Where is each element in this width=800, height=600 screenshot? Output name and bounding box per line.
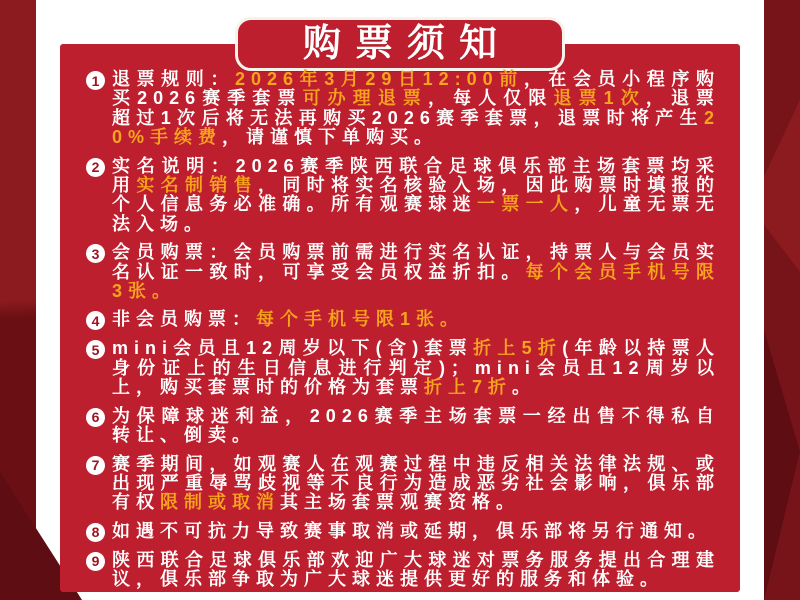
notice-number-badge: 3 <box>86 244 105 263</box>
body-text: 实名说明：2026赛季陕西联合足球俱乐部主场套票均采用 <box>112 155 720 196</box>
highlighted-text: 每个手机号限1张。 <box>256 309 465 330</box>
highlighted-text: 2026年3月29日12:00前 <box>234 69 524 89</box>
notice-text <box>112 522 720 541</box>
notice-number-badge: 1 <box>86 71 105 90</box>
right-strip-facet <box>764 330 800 600</box>
highlighted-text: 可办理退票 <box>302 88 429 109</box>
highlighted-text: 一票一人 <box>477 194 575 215</box>
body-text: 。 <box>512 377 537 398</box>
highlighted-text: 限制或取消 <box>160 492 280 513</box>
body-text: 如遇不可抗力导致赛事取消或延期，俱乐部将另行通知。 <box>112 520 712 541</box>
notice-item <box>86 455 720 513</box>
notice-number-badge: 2 <box>86 158 105 177</box>
highlighted-text: 每个会员手机号限3张。 <box>112 261 721 302</box>
page-title: 购票须知 <box>302 23 511 65</box>
body-text: 非会员购票： <box>112 309 256 330</box>
highlighted-text: 实名制销售 <box>136 175 259 196</box>
notice-text <box>112 551 720 590</box>
notice-text <box>112 243 720 301</box>
notice-number-badge: 7 <box>86 456 105 475</box>
body-text: ，退票超过1次后将无法再购买2026赛季套票，退票时将产生 <box>112 88 721 128</box>
body-text: ，同时将实名核验入场，因此购票时填报的个人信息务必准确。所有观赛球迷 <box>112 175 721 215</box>
notice-text <box>112 455 720 513</box>
notice-item <box>86 310 720 330</box>
body-text: 退票规则： <box>112 69 235 89</box>
notice-item <box>86 243 720 301</box>
body-text: 陕西联合足球俱乐部欢迎广大球迷对票务服务提出合理建议，俱乐部争取为广大球迷提供更好的服务和体验。 <box>112 549 720 590</box>
highlighted-text: 折上7折 <box>424 377 513 398</box>
body-text: (年龄以持票人身份证上的生日信息进行判定)；mini会员且12周岁以上，购买套票时的价格为套票 <box>112 338 720 398</box>
body-text: ，请谨慎下单购买。 <box>222 127 439 148</box>
notice-list <box>86 70 720 599</box>
notice-text <box>112 339 720 397</box>
notice-number-badge: 8 <box>86 523 105 542</box>
highlighted-text: 折上5折 <box>473 338 563 359</box>
highlighted-text: 20%手续费 <box>112 107 720 148</box>
notice-item <box>86 339 720 397</box>
body-text: ，在会员小程序购买2026赛季套票 <box>112 69 720 109</box>
body-text: ，儿童无票无法入场。 <box>112 194 721 234</box>
notice-item <box>86 407 720 446</box>
notice-item <box>86 157 720 235</box>
body-text: 会员购票：会员购票前需进行实名认证，持票人与会员实名认证一致时，可享受会员权益折扣。 <box>112 242 720 282</box>
notice-text <box>112 310 720 329</box>
notice-panel <box>60 23 740 592</box>
notice-text <box>112 157 720 235</box>
right-maroon-strip <box>764 0 800 600</box>
body-text: ，每人仅限 <box>428 88 554 109</box>
body-text: 赛季期间，如观赛人在观赛过程中违反相关法律法规、或出现严重辱骂歧视等不良行为造成恶劣社会影响，俱乐部有权 <box>112 453 720 513</box>
notice-number-badge: 5 <box>86 340 105 359</box>
body-text: 其主场套票观赛资格。 <box>280 492 520 513</box>
title-banner <box>235 17 565 71</box>
notice-item <box>86 70 720 148</box>
notice-number-badge: 6 <box>86 408 105 427</box>
notice-item <box>86 522 720 542</box>
notice-text <box>112 70 720 148</box>
right-strip-facet <box>764 70 800 290</box>
notice-number-badge: 9 <box>86 552 105 571</box>
body-text: mini会员且12周岁以下(含)套票 <box>112 338 474 359</box>
notice-text <box>112 407 720 446</box>
body-text: 为保障球迷利益，2026赛季主场套票一经出售不得私自转让、倒卖。 <box>112 405 720 446</box>
notice-number-badge: 4 <box>86 311 105 330</box>
notice-item <box>86 551 720 590</box>
highlighted-text: 退票1次 <box>553 88 646 109</box>
